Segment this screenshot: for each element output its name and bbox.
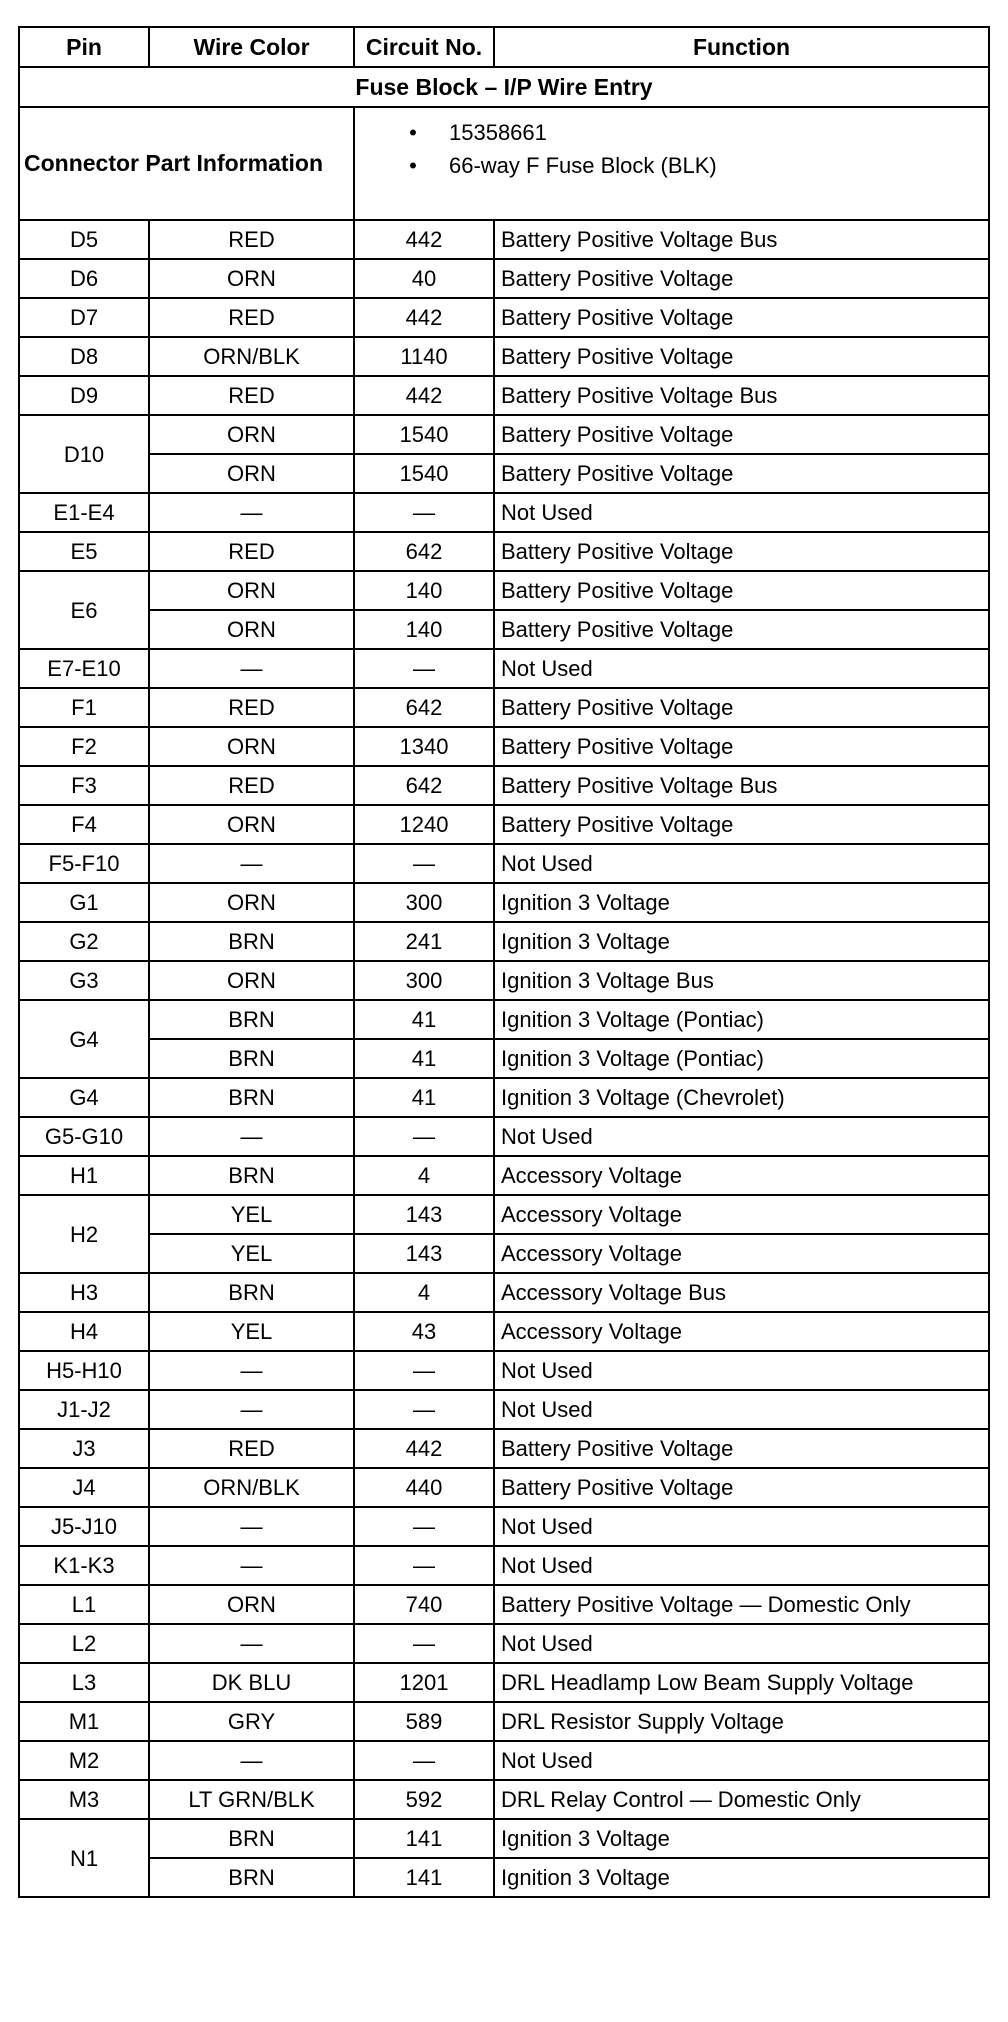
circuit-cell: 1540 [354,454,494,493]
table-row [19,220,989,259]
circuit-cell: 442 [354,376,494,415]
header-function: Function [494,27,989,67]
pin-cell: L2 [19,1624,149,1663]
function-cell: Battery Positive Voltage [494,454,989,493]
function-cell: Battery Positive Voltage Bus [494,766,989,805]
pin-cell: D7 [19,298,149,337]
table-row [19,1351,989,1390]
circuit-cell: 1540 [354,415,494,454]
connector-info-item [403,116,988,149]
table-row [19,1234,989,1273]
table-row [19,1390,989,1429]
pin-cell: F2 [19,727,149,766]
connector-table [18,26,990,1898]
function-cell: Battery Positive Voltage [494,532,989,571]
circuit-cell: 1140 [354,337,494,376]
function-cell: DRL Headlamp Low Beam Supply Voltage [494,1663,989,1702]
function-cell: Accessory Voltage [494,1312,989,1351]
table-row [19,961,989,1000]
table-row [19,532,989,571]
function-cell: Battery Positive Voltage [494,688,989,727]
connector-info-label: Connector Part Information [19,107,354,220]
wire-color-cell: RED [149,766,354,805]
wire-color-cell: — [149,1117,354,1156]
connector-info-values [354,107,989,220]
circuit-cell: 642 [354,766,494,805]
function-cell: Not Used [494,1351,989,1390]
header-pin: Pin [19,27,149,67]
table-body [19,220,989,1897]
circuit-cell: 589 [354,1702,494,1741]
pin-cell: D9 [19,376,149,415]
pin-cell: J3 [19,1429,149,1468]
wire-color-cell: BRN [149,1819,354,1858]
pin-cell: N1 [19,1819,149,1897]
wire-color-cell: ORN [149,883,354,922]
wire-color-cell: RED [149,376,354,415]
circuit-cell: 41 [354,1078,494,1117]
wire-color-cell: — [149,1741,354,1780]
circuit-cell: — [354,1546,494,1585]
circuit-cell: 642 [354,532,494,571]
pin-cell: F1 [19,688,149,727]
table-row [19,1117,989,1156]
circuit-cell: 43 [354,1312,494,1351]
table-row [19,1702,989,1741]
bullet-icon: • [409,120,417,145]
table-row [19,649,989,688]
pin-cell: J1-J2 [19,1390,149,1429]
table-row [19,1624,989,1663]
table-row [19,1156,989,1195]
table-row [19,493,989,532]
function-cell: Battery Positive Voltage [494,1429,989,1468]
wire-color-cell: ORN [149,454,354,493]
function-cell: Ignition 3 Voltage (Chevrolet) [494,1078,989,1117]
table-row [19,766,989,805]
wire-color-cell: ORN [149,1585,354,1624]
connector-info-item [403,149,988,182]
wire-color-cell: — [149,1624,354,1663]
function-cell: Not Used [494,493,989,532]
pin-cell: D5 [19,220,149,259]
wire-color-cell: ORN [149,259,354,298]
table-row [19,337,989,376]
circuit-cell: — [354,1117,494,1156]
circuit-cell: 143 [354,1195,494,1234]
wire-color-cell: BRN [149,1000,354,1039]
table-row [19,1468,989,1507]
pin-cell: H5-H10 [19,1351,149,1390]
table-row [19,922,989,961]
wire-color-cell: DK BLU [149,1663,354,1702]
wire-color-cell: BRN [149,922,354,961]
circuit-cell: — [354,1741,494,1780]
circuit-cell: 442 [354,1429,494,1468]
pin-cell: G5-G10 [19,1117,149,1156]
table-row [19,883,989,922]
function-cell: Accessory Voltage [494,1234,989,1273]
pin-cell: M3 [19,1780,149,1819]
table-row [19,376,989,415]
table-row [19,1585,989,1624]
title-row [19,67,989,107]
circuit-cell: — [354,1507,494,1546]
wire-color-cell: RED [149,1429,354,1468]
wire-color-cell: ORN [149,805,354,844]
table-row [19,844,989,883]
pin-cell: D10 [19,415,149,493]
pin-cell: K1-K3 [19,1546,149,1585]
circuit-cell: 442 [354,298,494,337]
wire-color-cell: GRY [149,1702,354,1741]
function-cell: DRL Resistor Supply Voltage [494,1702,989,1741]
circuit-cell: 442 [354,220,494,259]
pin-cell: F4 [19,805,149,844]
header-wire-color: Wire Color [149,27,354,67]
circuit-cell: — [354,844,494,883]
circuit-cell: 440 [354,1468,494,1507]
table-row [19,1663,989,1702]
function-cell: Accessory Voltage Bus [494,1273,989,1312]
function-cell: Battery Positive Voltage [494,727,989,766]
wire-color-cell: RED [149,688,354,727]
pin-cell: M2 [19,1741,149,1780]
wire-color-cell: ORN [149,415,354,454]
circuit-cell: 140 [354,571,494,610]
table-row [19,1507,989,1546]
connector-info-list [403,116,988,182]
pin-cell: E1-E4 [19,493,149,532]
circuit-cell: 141 [354,1819,494,1858]
wire-color-cell: BRN [149,1156,354,1195]
wire-color-cell: ORN [149,961,354,1000]
table-row [19,727,989,766]
pin-cell: L3 [19,1663,149,1702]
circuit-cell: 143 [354,1234,494,1273]
pin-cell: H4 [19,1312,149,1351]
circuit-cell: 4 [354,1273,494,1312]
function-cell: Battery Positive Voltage [494,610,989,649]
function-cell: Ignition 3 Voltage [494,922,989,961]
wire-color-cell: — [149,649,354,688]
function-cell: Accessory Voltage [494,1195,989,1234]
table-row [19,1546,989,1585]
table-row [19,688,989,727]
function-cell: Ignition 3 Voltage Bus [494,961,989,1000]
pin-cell: H3 [19,1273,149,1312]
table-row [19,1312,989,1351]
wire-color-cell: ORN/BLK [149,1468,354,1507]
circuit-cell: 1340 [354,727,494,766]
function-cell: Ignition 3 Voltage (Pontiac) [494,1000,989,1039]
pin-cell: G4 [19,1078,149,1117]
circuit-cell: 4 [354,1156,494,1195]
wire-color-cell: ORN [149,571,354,610]
table-row [19,1780,989,1819]
circuit-cell: 241 [354,922,494,961]
function-cell: Battery Positive Voltage [494,805,989,844]
function-cell: Not Used [494,649,989,688]
circuit-cell: 300 [354,961,494,1000]
wire-color-cell: BRN [149,1078,354,1117]
pin-cell: E6 [19,571,149,649]
pin-cell: D6 [19,259,149,298]
function-cell: Not Used [494,1117,989,1156]
pin-cell: J4 [19,1468,149,1507]
wire-color-cell: — [149,844,354,883]
wire-color-cell: RED [149,532,354,571]
function-cell: Battery Positive Voltage [494,571,989,610]
pin-cell: H2 [19,1195,149,1273]
pin-cell: J5-J10 [19,1507,149,1546]
table-row [19,1858,989,1897]
pin-cell: G2 [19,922,149,961]
wire-color-cell: ORN/BLK [149,337,354,376]
circuit-cell: 642 [354,688,494,727]
wire-color-cell: YEL [149,1195,354,1234]
circuit-cell: 140 [354,610,494,649]
function-cell: Battery Positive Voltage [494,259,989,298]
connector-description: 66-way F Fuse Block (BLK) [449,153,717,178]
pin-cell: E7-E10 [19,649,149,688]
circuit-cell: 40 [354,259,494,298]
pin-cell: F5-F10 [19,844,149,883]
pin-cell: H1 [19,1156,149,1195]
function-cell: Battery Positive Voltage Bus [494,220,989,259]
wire-color-cell: RED [149,298,354,337]
circuit-cell: 41 [354,1000,494,1039]
circuit-cell: 592 [354,1780,494,1819]
circuit-cell: — [354,1624,494,1663]
wire-color-cell: ORN [149,727,354,766]
wire-color-cell: — [149,1507,354,1546]
pin-cell: E5 [19,532,149,571]
table-row [19,1039,989,1078]
wire-color-cell: RED [149,220,354,259]
circuit-cell: — [354,649,494,688]
pin-cell: D8 [19,337,149,376]
wire-color-cell: — [149,1351,354,1390]
function-cell: Battery Positive Voltage Bus [494,376,989,415]
function-cell: Ignition 3 Voltage [494,883,989,922]
table-row [19,805,989,844]
function-cell: Not Used [494,1546,989,1585]
connector-part-number: 15358661 [449,120,547,145]
circuit-cell: 141 [354,1858,494,1897]
table-row [19,1819,989,1858]
table-row [19,1078,989,1117]
function-cell: Battery Positive Voltage [494,337,989,376]
function-cell: DRL Relay Control — Domestic Only [494,1780,989,1819]
wire-color-cell: BRN [149,1039,354,1078]
pin-cell: F3 [19,766,149,805]
function-cell: Ignition 3 Voltage [494,1819,989,1858]
circuit-cell: — [354,1351,494,1390]
pin-cell: M1 [19,1702,149,1741]
table-row [19,415,989,454]
connector-document [18,26,988,1898]
table-row [19,1273,989,1312]
wire-color-cell: ORN [149,610,354,649]
function-cell: Not Used [494,1507,989,1546]
function-cell: Accessory Voltage [494,1156,989,1195]
wire-color-cell: — [149,493,354,532]
table-row [19,1429,989,1468]
wire-color-cell: YEL [149,1312,354,1351]
header-row [19,27,989,67]
connector-info-row [19,107,989,220]
wire-color-cell: — [149,1546,354,1585]
function-cell: Not Used [494,1390,989,1429]
function-cell: Battery Positive Voltage [494,415,989,454]
table-row [19,259,989,298]
circuit-cell: 300 [354,883,494,922]
circuit-cell: — [354,1390,494,1429]
wire-color-cell: — [149,1390,354,1429]
table-title: Fuse Block – I/P Wire Entry [19,67,989,107]
header-circuit: Circuit No. [354,27,494,67]
wire-color-cell: YEL [149,1234,354,1273]
wire-color-cell: BRN [149,1858,354,1897]
table-row [19,1000,989,1039]
function-cell: Battery Positive Voltage — Domestic Only [494,1585,989,1624]
wire-color-cell: LT GRN/BLK [149,1780,354,1819]
table-row [19,610,989,649]
table-row [19,454,989,493]
bullet-icon: • [409,153,417,178]
circuit-cell: — [354,493,494,532]
table-row [19,298,989,337]
function-cell: Not Used [494,1741,989,1780]
wire-color-cell: BRN [149,1273,354,1312]
function-cell: Not Used [494,844,989,883]
pin-cell: L1 [19,1585,149,1624]
circuit-cell: 1240 [354,805,494,844]
function-cell: Ignition 3 Voltage [494,1858,989,1897]
table-row [19,571,989,610]
table-row [19,1195,989,1234]
circuit-cell: 1201 [354,1663,494,1702]
function-cell: Battery Positive Voltage [494,298,989,337]
function-cell: Ignition 3 Voltage (Pontiac) [494,1039,989,1078]
pin-cell: G3 [19,961,149,1000]
pin-cell: G1 [19,883,149,922]
pin-cell: G4 [19,1000,149,1078]
table-row [19,1741,989,1780]
circuit-cell: 740 [354,1585,494,1624]
function-cell: Not Used [494,1624,989,1663]
circuit-cell: 41 [354,1039,494,1078]
function-cell: Battery Positive Voltage [494,1468,989,1507]
